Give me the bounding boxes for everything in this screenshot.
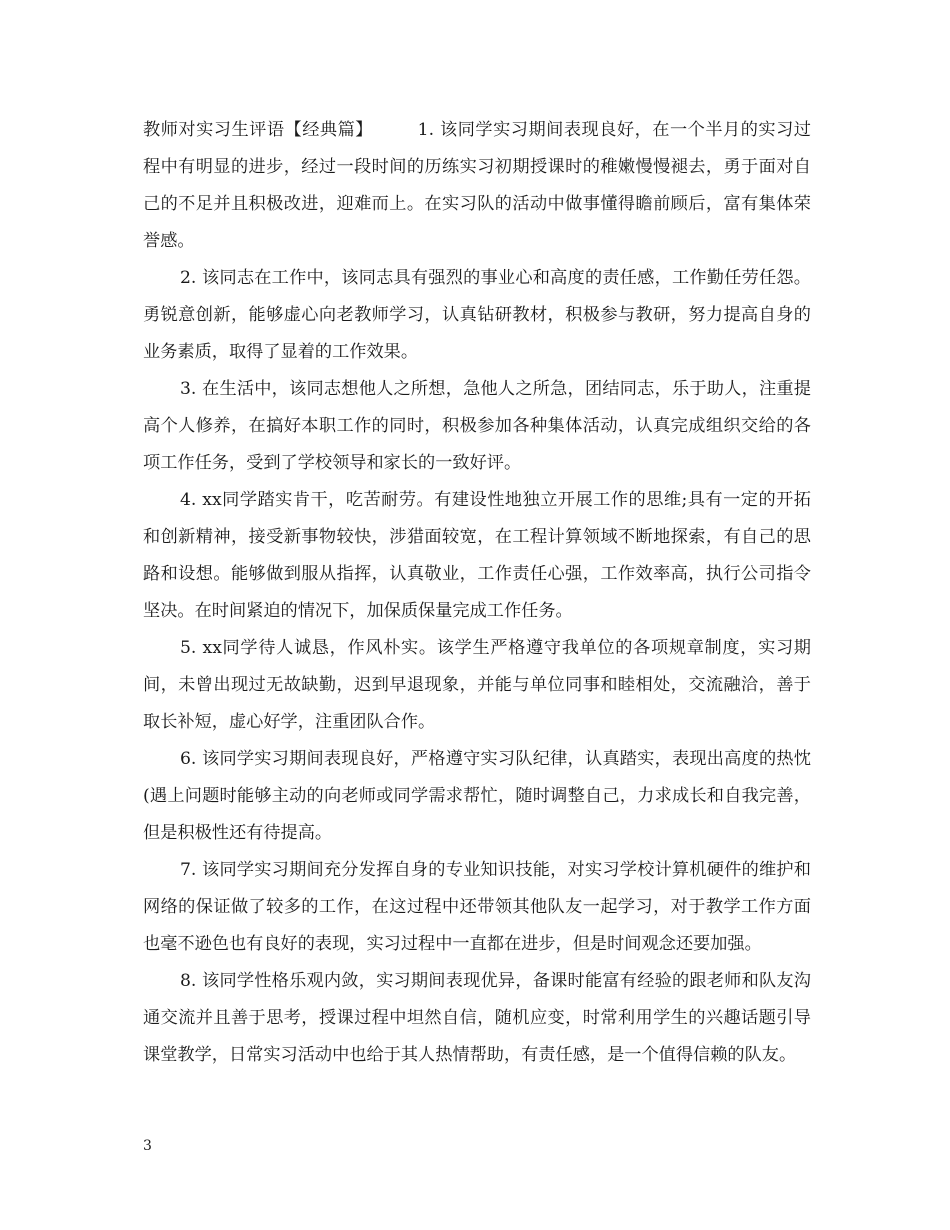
paragraph-7: 7. 该同学实习期间充分发挥自身的专业知识技能，对实习学校计算机硬件的维护和网络的保证做了较多的工作，在这过程中还带领其他队友一起学习，对于教学工作方面也毫不逊色也有良好的表现，实习过程中一直都在进步，但是时间观念还要加强。 <box>143 860 811 954</box>
document-body <box>143 112 811 1074</box>
paragraph-6: 6. 该同学实习期间表现良好，严格遵守实习队纪律，认真踏实，表现出高度的热忱(遇上问题时能够主动的向老师或同学需求帮忙，随时调整自己，力求成长和自我完善，但是积极性还有待提高。 <box>143 749 811 843</box>
paragraph-2: 2. 该同志在工作中，该同志具有强烈的事业心和高度的责任感，工作勤任劳任怨。勇锐意创新，能够虚心向老教师学习，认真钻研教材，积极参与教研，努力提高自身的业务素质，取得了显着的工作效果。 <box>143 268 811 362</box>
paragraph-1 <box>143 112 811 260</box>
paragraph-1-text: 1. 该同学实习期间表现良好，在一个半月的实习过程中有明显的进步，经过一段时间的历练实习初期授课时的稚嫩慢慢褪去，勇于面对自己的不足并且积极改进，迎难而上。在实习队的活动中做事懂得瞻前顾后，富有集体荣誉感。 <box>143 120 811 251</box>
paragraph-3: 3. 在生活中，该同志想他人之所想，急他人之所急，团结同志，乐于助人，注重提高个人修养，在搞好本职工作的同时，积极参加各种集体活动，认真完成组织交给的各项工作任务，受到了学校领导和家长的一致好评。 <box>143 379 811 473</box>
paragraph-4: 4. xx同学踏实肯干，吃苦耐劳。有建设性地独立开展工作的思维;具有一定的开拓和创新精神，接受新事物较快，涉猎面较宽，在工程计算领域不断地探索，有自己的思路和设想。能够做到服从指挥，认真敬业，工作责任心强，工作效率高，执行公司指令坚决。在时间紧迫的情况下，加保质保量完成工作任务。 <box>143 490 811 621</box>
page-number: 3 <box>143 1138 152 1154</box>
paragraph-5: 5. xx同学待人诚恳，作风朴实。该学生严格遵守我单位的各项规章制度，实习期间，未曾出现过无故缺勤，迟到早退现象，并能与单位同事和睦相处，交流融洽，善于取长补短，虚心好学，注重团队合作。 <box>143 638 811 732</box>
document-title: 教师对实习生评语【经典篇】 <box>143 120 373 140</box>
paragraph-8: 8. 该同学性格乐观内敛，实习期间表现优异，备课时能富有经验的跟老师和队友沟通交流并且善于思考，授课过程中坦然自信，随机应变，时常利用学生的兴趣话题引导课堂教学，日常实习活动中也给于其人热情帮助，有责任感，是一个值得信赖的队友。 <box>143 971 811 1065</box>
